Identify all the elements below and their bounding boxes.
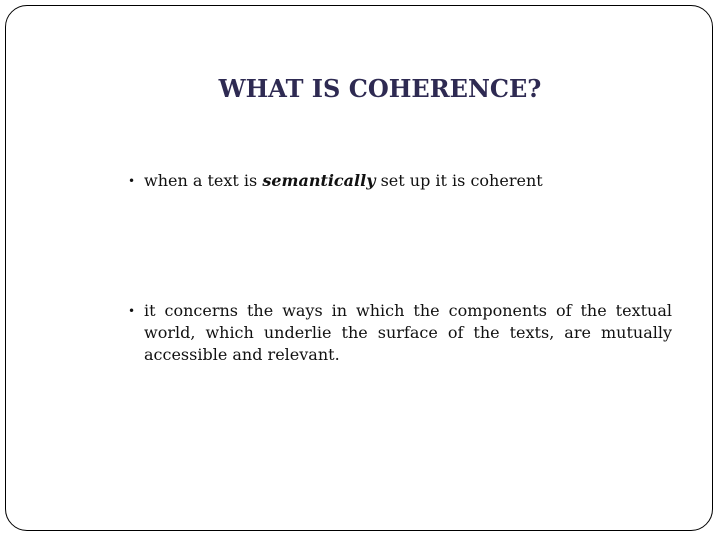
bullet-marker: • [128,174,136,188]
bullet-text-end: set up it is coherent [375,171,543,190]
bullet-marker: • [128,304,136,318]
bullet-text-start: when a text is [144,171,263,190]
bullet-text: it concerns the ways in which the components of the textual world, which underlie the surface of the texts, are mutually accessible and relevant. [144,301,672,364]
slide-title: WHAT IS COHERENCE? [218,74,542,103]
bullet-item-textual-world [128,300,672,366]
bullet-item-semantic-coherence [128,170,543,192]
bullet-emphasis: semantically [262,171,376,190]
